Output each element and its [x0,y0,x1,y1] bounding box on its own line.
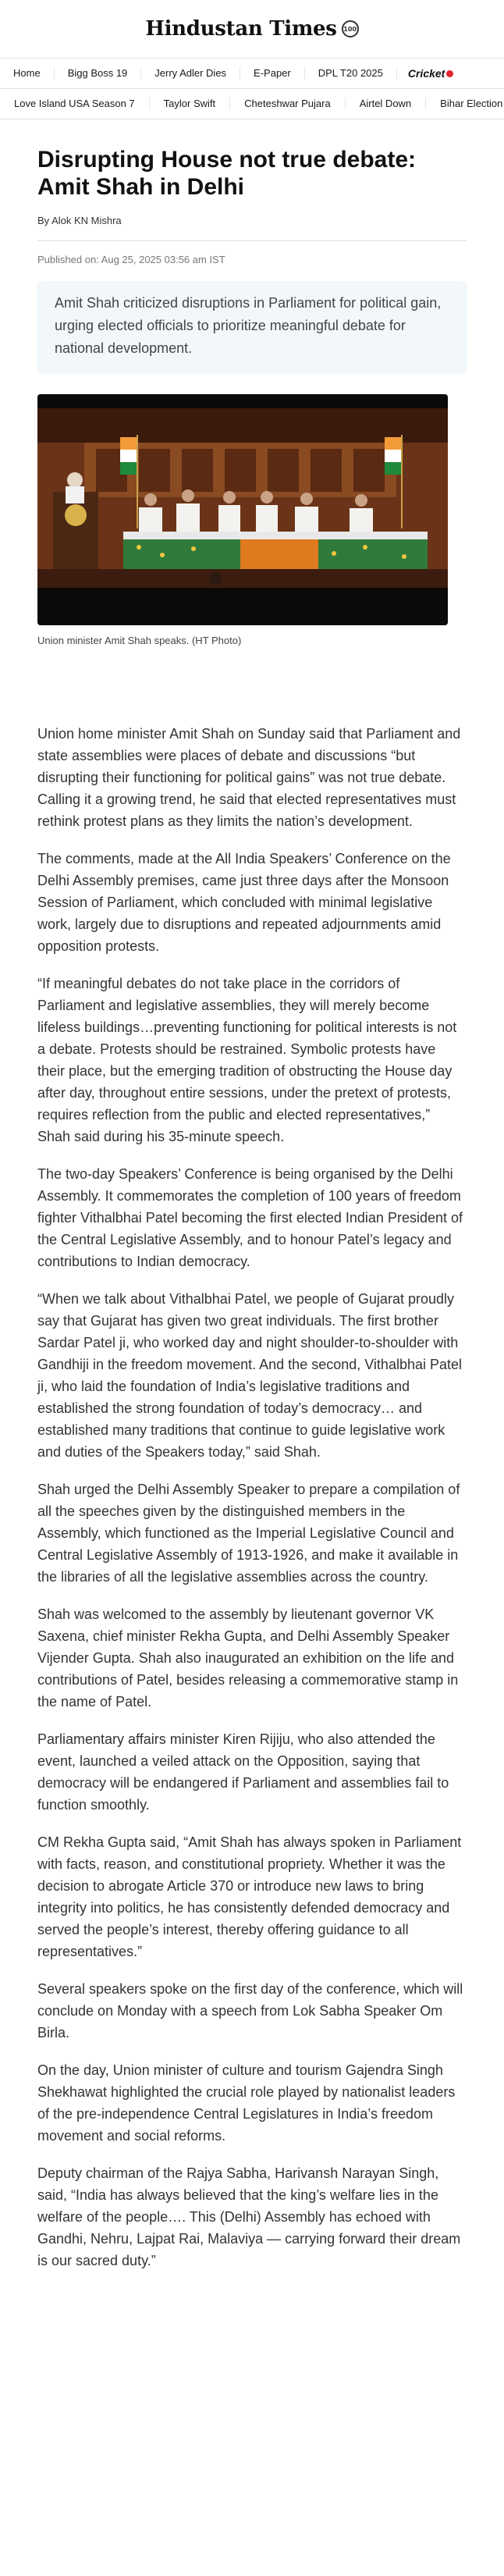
article-paragraph: “When we talk about Vithalbhai Patel, we people of Gujarat proudly say that Gujarat has given two great individuals. The first brother Sardar Patel ji, who worked day and night shoulder-to-shoulder with Gandhiji in the freedom movement. And the second, Vithalbhai Patel ji, who laid the foundation of India’s legislative traditions and established the strong foundation of today’s democracy… and established many traditions that continue to guide legislative work and duties of the Speakers today,” said Shah. [37,1291,463,1460]
article-paragraph: “If meaningful debates do not take place in the corridors of Parliament and legislative assemblies, they will merely become lifeless buildings…preventing functioning for political interests is not a debate. Protests should be restrained. Symbolic protests have their place, but the emerging tradition of obstructing the House day after day, throughout entire sessions, under the pretext of protests, requires reflection from the public and elected representatives,” Shah said during his 35-minute speech. [37,976,457,1144]
cricket-logo-text: Cricket [407,67,445,80]
article-summary: Amit Shah criticized disruptions in Parliament for political gain, urging elected officials to prioritize meaningful debate for national development. [37,281,467,374]
divider [37,240,467,241]
article-paragraph: On the day, Union minister of culture and tourism Gajendra Singh Shekhawat highlighted the crucial role played by nationalist leaders of the pre-independence Central Legislatures in India’s freedom movement and social reforms. [37,2062,456,2144]
cricket-logo-link[interactable] [397,67,464,80]
masthead [0,0,504,58]
article-headline: Disrupting House not true debate: Amit Shah in Delhi [37,147,417,200]
article-paragraph: The two-day Speakers’ Conference is being organised by the Delhi Assembly. It commemorates the completion of 100 years of freedom fighter Vithalbhai Patel becoming the first elected Indian President of the Central Legislative Assembly, and to honour Patel’s legacy and contributions to Indian democracy. [37,1166,463,1269]
lead-photo[interactable] [37,394,448,625]
article-paragraph: Several speakers spoke on the first day of the conference, which will conclude on Monday with a speech from Lok Sabha Speaker Om Birla. [37,1981,463,2041]
article-paragraph: Shah was welcomed to the assembly by lieutenant governor VK Saxena, chief minister Rekha Gupta, and Delhi Assembly Speaker Vijender Gupta. Shah also inaugurated an exhibition on the life and contributions of Patel, besides releasing a commemorative stamp in the name of Patel. [37,1606,459,1710]
article-paragraph: Union home minister Amit Shah on Sunday said that Parliament and state assemblies were places of debate and discussions “but disrupting their functioning for political gains” was not true debate. Calling it a growing trend, he said that elected representatives must rethink protest plans as they limits the nation’s development. [37,726,461,829]
article-paragraph: Parliamentary affairs minister Kiren Rijiju, who also attended the event, launched a veiled attack on the Opposition, saying that democracy will be endangered if Parliament and assemblies fail to function smoothly. [37,1731,449,1813]
nav-item-love-island[interactable]: Love Island USA Season 7 [0,98,150,110]
article [0,146,504,2272]
lead-photo-illustration [37,394,448,625]
article-paragraph: Deputy chairman of the Rajya Sabha, Harivansh Narayan Singh, said, “India has always believed that the king’s welfare lies in the welfare of the people…. This (Delhi) Assembly has echoed with Gandhi, Nehru, Lajpat Rai, Malaviya — carrying forward their dream is our sacred duty.” [37,2165,461,2268]
article-paragraph: Shah urged the Delhi Assembly Speaker to prepare a compilation of all the speeches given by the distinguished members in the Assembly, which functioned as the Imperial Legislative Council and Central Legislative Assembly of 1913-1926, and make it available in the libraries of all the legislative assemblies across the country. [37,1482,460,1585]
lead-figure [37,394,467,646]
published-timestamp: Published on: Aug 25, 2025 03:56 am IST [37,254,225,265]
article-paragraph: The comments, made at the All India Speakers’ Conference on the Delhi Assembly premises, came just three days after the Monsoon Session of Parliament, which concluded with minimal legislative work, largely due to disruptions and repeated adjournments amid opposition protests. [37,851,451,954]
primary-nav [0,58,504,88]
article-paragraph: CM Rekha Gupta said, “Amit Shah has always spoken in Parliament with facts, reason, and constitutional propriety. Whether it was the decision to abrogate Article 370 or introduce new laws to bring integrity into politics, he has consistently defended democracy and served the people’s interest, thereby offering guidance to all representatives.” [37,1834,462,1959]
nav-item-bigg-boss[interactable]: Bigg Boss 19 [55,67,142,80]
nav-item-airtel-down[interactable]: Airtel Down [346,98,426,110]
nav-item-taylor-swift[interactable]: Taylor Swift [150,98,230,110]
article-byline[interactable]: By Alok KN Mishra [37,215,122,226]
photo-caption: Union minister Amit Shah speaks. (HT Photo) [37,635,242,646]
nav-item-home[interactable]: Home [0,67,55,80]
cricket-ball-icon [446,70,453,77]
nav-item-epaper[interactable]: E-Paper [240,67,305,80]
nav-item-jerry-adler[interactable]: Jerry Adler Dies [141,67,240,80]
centenary-badge-icon: 100 [342,20,359,37]
trending-nav [0,88,504,119]
nav-item-pujara[interactable]: Cheteshwar Pujara [230,98,346,110]
article-body [37,723,467,2272]
site-logo[interactable]: Hindustan Times [145,17,337,41]
nav-item-bihar-election[interactable]: Bihar Election [426,98,504,110]
nav-item-dpl-t20[interactable]: DPL T20 2025 [305,67,397,80]
